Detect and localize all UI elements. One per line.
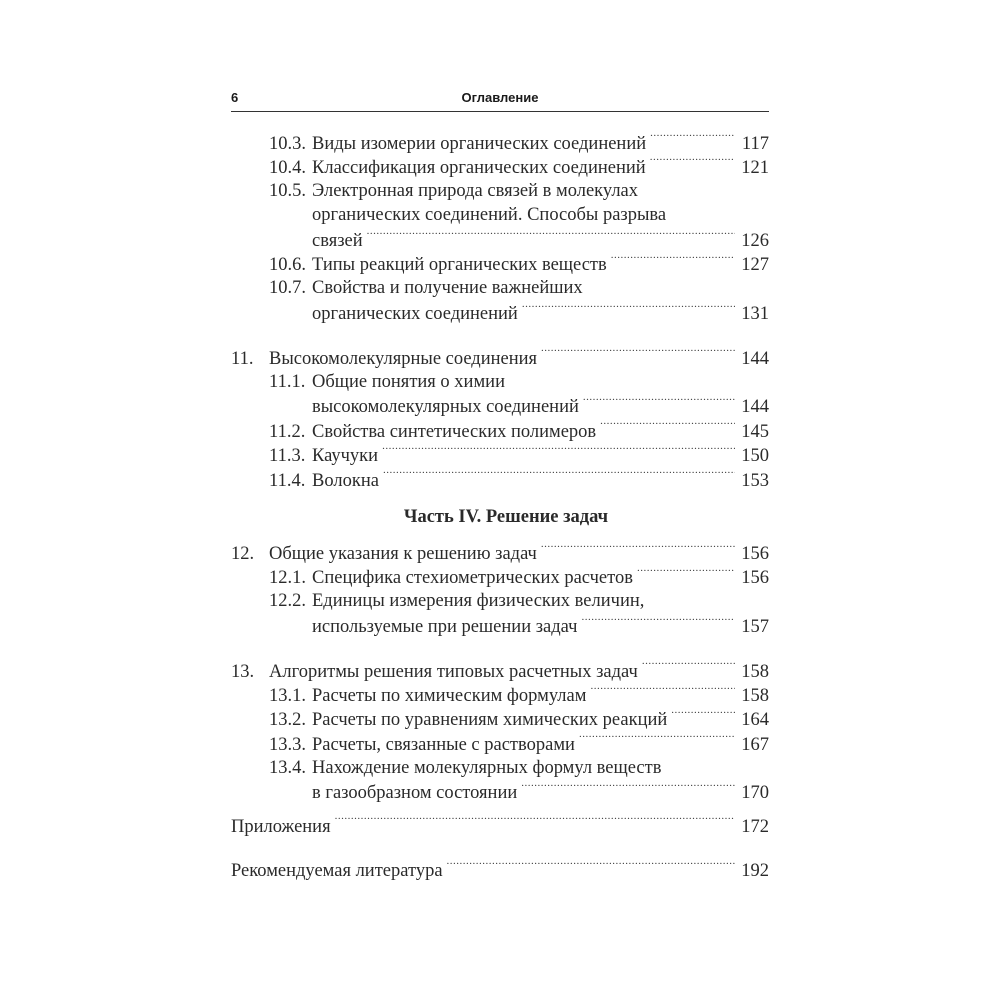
entry-number: 12.1. (269, 568, 306, 589)
dot-leader (650, 154, 735, 173)
entry-number: 13. (231, 661, 255, 682)
entry-title: Общие понятия о химии (312, 371, 505, 392)
entry-title: органических соединений (312, 304, 518, 325)
entry-title: Виды изомерии органических соединений (312, 133, 647, 154)
dot-leader (583, 394, 735, 413)
entry-title: Специфика стехиометрических расчетов (312, 568, 633, 589)
entry-title: Расчеты, связанные с растворами (312, 734, 575, 755)
entry-title: Свойства и получение важнейших (312, 278, 583, 299)
toc-entry (231, 345, 769, 369)
entry-page: 157 (741, 617, 769, 638)
entry-page: 170 (741, 783, 769, 804)
toc-entry (231, 682, 769, 706)
toc-entry-continuation (231, 228, 769, 252)
entry-title: Расчеты по уравнениям химических реакций (312, 710, 668, 731)
entry-title: Типы реакций органических веществ (312, 255, 607, 276)
entry-title: Расчеты по химическим формулам (312, 685, 587, 706)
table-of-contents (231, 130, 769, 882)
toc-entry (231, 130, 769, 154)
running-header (231, 84, 769, 108)
toc-entry (231, 443, 769, 467)
entry-number: 13.3. (269, 734, 306, 755)
toc-entry (231, 154, 769, 178)
dot-leader (335, 813, 735, 832)
entry-number: 12.2. (269, 591, 306, 612)
entry-title: Свойства синтетических полимеров (312, 421, 597, 442)
entry-title: Каучуки (312, 446, 379, 467)
entry-page: 158 (741, 661, 769, 682)
entry-number: 10.7. (269, 278, 306, 299)
part-heading: Часть IV. Решение задач (403, 507, 609, 528)
entry-page: 144 (741, 348, 769, 369)
toc-entry-continuation (231, 394, 769, 418)
spacer (231, 531, 769, 540)
entry-page: 153 (741, 470, 769, 491)
toc-entry (231, 179, 769, 203)
dot-leader (671, 707, 735, 726)
entry-page: 158 (741, 685, 769, 706)
toc-entry-continuation (231, 614, 769, 638)
entry-number: 12. (231, 543, 255, 564)
dot-leader (383, 467, 735, 486)
spacer (231, 838, 769, 858)
toc-entry (231, 813, 769, 837)
entry-title: Единицы измерения физических величин, (312, 591, 645, 612)
entry-title: Волокна (312, 470, 379, 491)
toc-entry (231, 467, 769, 491)
dot-leader (637, 565, 735, 584)
toc-entry (231, 276, 769, 300)
toc-entry-continuation (231, 301, 769, 325)
entry-title: Рекомендуемая литература (231, 861, 443, 882)
running-title: Оглавление (461, 90, 539, 105)
dot-leader (590, 682, 735, 701)
dot-leader (447, 858, 735, 877)
entry-number: 10.4. (269, 157, 306, 178)
entry-page: 192 (741, 861, 769, 882)
toc-entry (231, 707, 769, 731)
entry-number: 11.1. (269, 371, 306, 392)
dot-leader (579, 731, 735, 750)
toc-entry-continuation (231, 780, 769, 804)
toc-entry (231, 540, 769, 564)
dot-leader (382, 443, 735, 462)
entry-title: используемые при решении задач (312, 617, 578, 638)
entry-title: Приложения (231, 816, 331, 837)
header-rule (231, 111, 769, 112)
entry-title: Электронная природа связей в молекулах (312, 180, 639, 201)
spacer (231, 491, 769, 505)
entry-page: 144 (741, 397, 769, 418)
entry-number: 11. (231, 348, 254, 369)
toc-entry (231, 418, 769, 442)
entry-title: Высокомолекулярные соединения (269, 348, 538, 369)
entry-page: 121 (741, 157, 769, 178)
toc-entry (231, 731, 769, 755)
toc-entry (231, 589, 769, 613)
dot-leader (650, 130, 735, 149)
entry-number: 13.1. (269, 685, 306, 706)
entry-page: 131 (741, 304, 769, 325)
entry-page: 126 (741, 231, 769, 252)
entry-number: 11.2. (269, 421, 306, 442)
entry-number: 13.2. (269, 710, 306, 731)
entry-number: 10.5. (269, 180, 306, 201)
entry-page: 172 (741, 816, 769, 837)
entry-number: 10.3. (269, 133, 306, 154)
spacer (231, 325, 769, 345)
entry-title: Алгоритмы решения типовых расчетных задач (269, 661, 638, 682)
dot-leader (611, 252, 735, 271)
toc-entry-continuation (231, 203, 769, 227)
entry-number: 13.4. (269, 757, 306, 778)
entry-number: 11.4. (269, 470, 306, 491)
entry-title: Нахождение молекулярных формул веществ (312, 757, 662, 778)
entry-page: 167 (741, 734, 769, 755)
dot-leader (600, 418, 735, 437)
page-number: 6 (231, 90, 239, 105)
dot-leader (642, 658, 735, 677)
toc-entry (231, 858, 769, 882)
entry-page: 156 (741, 543, 769, 564)
entry-number: 10.6. (269, 255, 306, 276)
entry-title: связей (312, 231, 363, 252)
entry-page: 150 (741, 446, 769, 467)
dot-leader (581, 614, 735, 633)
dot-leader (541, 540, 735, 559)
entry-title: высокомолекулярных соединений (312, 397, 579, 418)
dot-leader (521, 780, 735, 799)
entry-title: в газообразном состоянии (312, 783, 518, 804)
dot-leader (541, 345, 735, 364)
entry-page: 156 (741, 568, 769, 589)
entry-page: 117 (741, 133, 769, 154)
toc-entry (231, 756, 769, 780)
toc-entry (231, 252, 769, 276)
entry-page: 127 (741, 255, 769, 276)
toc-entry (231, 370, 769, 394)
dot-leader (522, 301, 735, 320)
entry-number: 11.3. (269, 446, 306, 467)
entry-page: 164 (741, 710, 769, 731)
book-page (231, 84, 769, 882)
toc-entry (231, 658, 769, 682)
entry-title: Классификация органических соединений (312, 157, 646, 178)
entry-title: органических соединений. Способы разрыва (312, 205, 667, 226)
entry-title: Общие указания к решению задач (269, 543, 537, 564)
entry-page: 145 (741, 421, 769, 442)
spacer (231, 638, 769, 658)
toc-entry (231, 565, 769, 589)
dot-leader (367, 228, 735, 247)
